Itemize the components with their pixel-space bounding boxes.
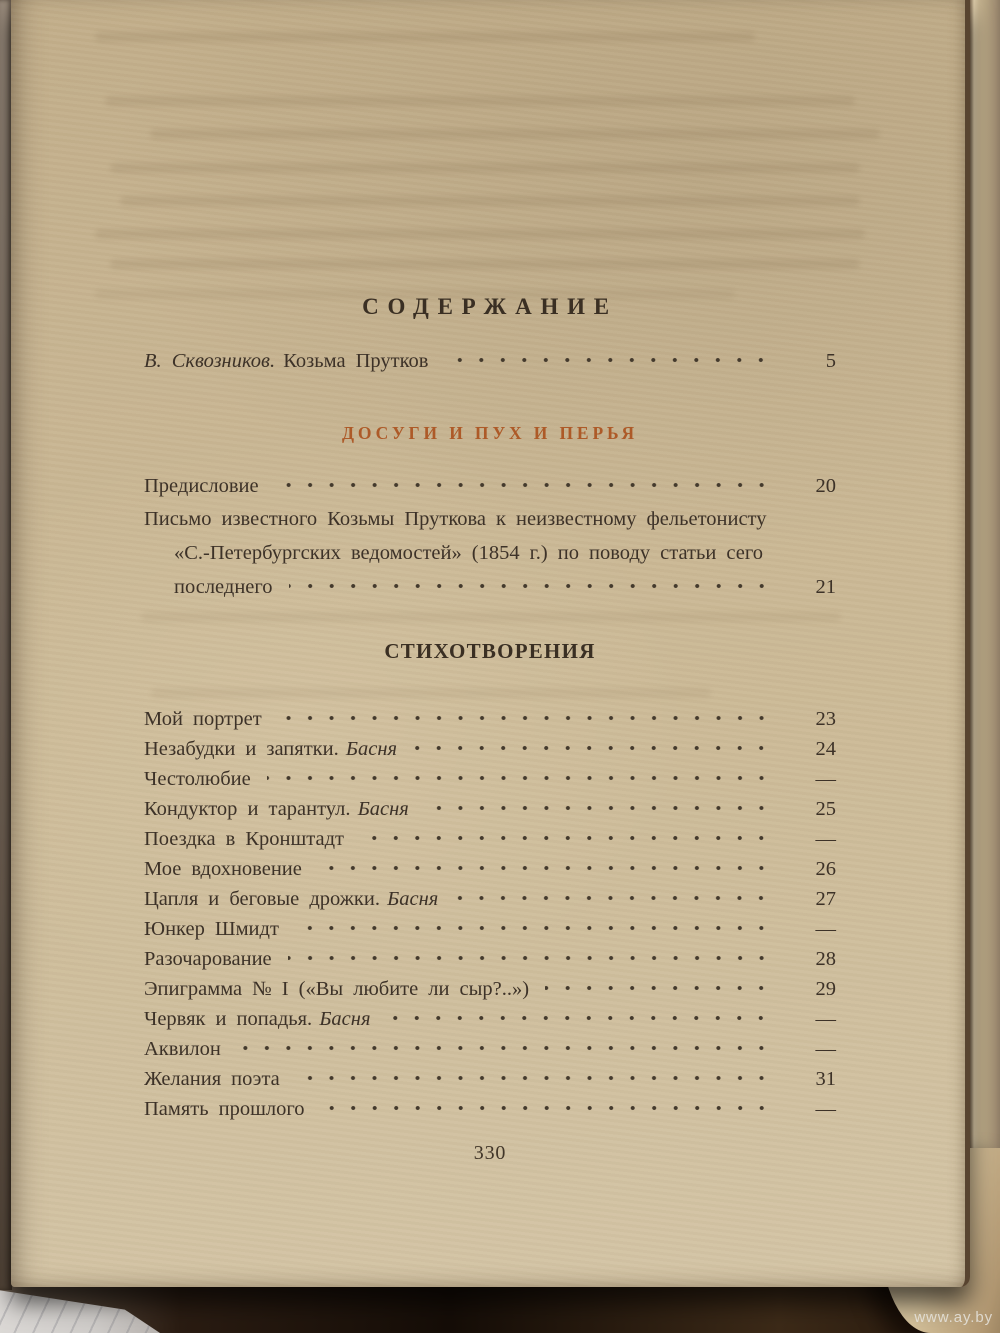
page-number: 20 (815, 475, 836, 497)
toc-row (144, 1094, 836, 1124)
toc-row-skvoznikov (144, 346, 836, 377)
entry-title: Честолюбие (144, 768, 251, 790)
toc-row (144, 974, 836, 1004)
page-number: 31 (815, 1068, 836, 1090)
page-folio-number: 330 (473, 1142, 507, 1164)
dot-leader (444, 347, 774, 368)
toc-row-pismo-line1: Письмо известного Козьмы Пруткова к неизвестному фельетонисту (144, 508, 767, 530)
dot-leader (289, 573, 774, 594)
page-number: 29 (815, 978, 836, 1000)
page-stack-edge (970, 0, 1000, 1295)
toc-item-list (144, 704, 836, 1124)
toc-row (144, 944, 836, 974)
dot-leader (386, 1005, 774, 1026)
genre-italic: Басня (345, 738, 398, 760)
dot-leader (275, 472, 774, 493)
toc-row (144, 1034, 836, 1064)
dot-leader (318, 855, 774, 876)
toc-row (144, 794, 836, 824)
page-number: 26 (815, 858, 836, 880)
toc-row (144, 704, 836, 734)
dot-leader (545, 975, 774, 996)
entry-title: Эпиграмма № I («Вы любите ли сыр?..») (144, 978, 530, 1000)
entry-title: Предисловие (144, 475, 259, 497)
entry-title: Козьма Прутков (283, 350, 429, 372)
page-number: — (815, 1098, 836, 1120)
toc-row (144, 1064, 836, 1094)
toc-row (144, 764, 836, 794)
toc-row-predislovie (144, 471, 836, 502)
page-number: 23 (815, 708, 836, 730)
dot-leader (413, 735, 774, 756)
entry-title: Червяк и попадья. (144, 1008, 313, 1030)
entry-title: Желания поэта (144, 1068, 280, 1090)
author-name-italic: В. Сквозников. (144, 350, 276, 372)
page-number: 5 (825, 350, 836, 372)
page-number: 27 (815, 888, 836, 910)
toc-row (144, 1004, 836, 1034)
page-number: 21 (815, 576, 836, 598)
page-number: — (815, 1038, 836, 1060)
entry-title: Мой портрет (144, 708, 262, 730)
genre-italic: Басня (357, 798, 409, 820)
page-number: — (815, 828, 836, 850)
dot-leader (425, 795, 774, 816)
section-heading-dosugi: ДОСУГИ И ПУХ И ПЕРЬЯ (342, 423, 638, 443)
toc-row (144, 854, 836, 884)
dot-leader (288, 945, 774, 966)
toc-row-pismo-line3 (144, 570, 836, 604)
entry-title: последнего (174, 576, 273, 598)
toc-row (144, 914, 836, 944)
dot-leader (360, 825, 774, 846)
toc-row (144, 884, 836, 914)
genre-italic: Басня (319, 1008, 371, 1030)
toc-row (144, 734, 836, 764)
page-number: 25 (815, 798, 836, 820)
genre-italic: Басня (387, 888, 439, 910)
book-page (11, 0, 970, 1287)
dot-leader (237, 1035, 774, 1056)
page-number: — (815, 768, 836, 790)
watermark: www.ay.by (914, 1309, 993, 1326)
entry-title: Поездка в Кронштадт (144, 828, 344, 850)
entry-title: Незабудки и запятки. (144, 738, 339, 760)
entry-title: Разочарование (144, 948, 272, 970)
toc-row (144, 824, 836, 854)
dot-leader (267, 765, 774, 786)
dot-leader (321, 1095, 774, 1116)
dot-leader (454, 885, 774, 906)
entry-title: Кондуктор и тарантул. (144, 798, 351, 820)
entry-title: Мое вдохновение (144, 858, 302, 880)
page-number: — (815, 1008, 836, 1030)
entry-title: Память прошлого (144, 1098, 305, 1120)
toc-row-pismo-line2: «С.-Петербургских ведомостей» (1854 г.) по поводу статьи сего (174, 542, 763, 564)
dot-leader (296, 1065, 774, 1086)
dot-leader (295, 915, 774, 936)
page-number: 28 (815, 948, 836, 970)
entry-title: Юнкер Шмидт (144, 918, 279, 940)
page-number: 24 (815, 738, 836, 760)
page-number: — (815, 918, 836, 940)
table-of-contents (144, 0, 836, 1165)
entry-title: Аквилон (144, 1038, 221, 1060)
entry-title: Цапля и беговые дрожки. (144, 888, 380, 910)
section-heading-stihotvoreniya: СТИХОТВОРЕНИЯ (384, 639, 596, 663)
dot-leader (278, 705, 774, 726)
toc-title: СОДЕРЖАНИЕ (362, 294, 618, 319)
